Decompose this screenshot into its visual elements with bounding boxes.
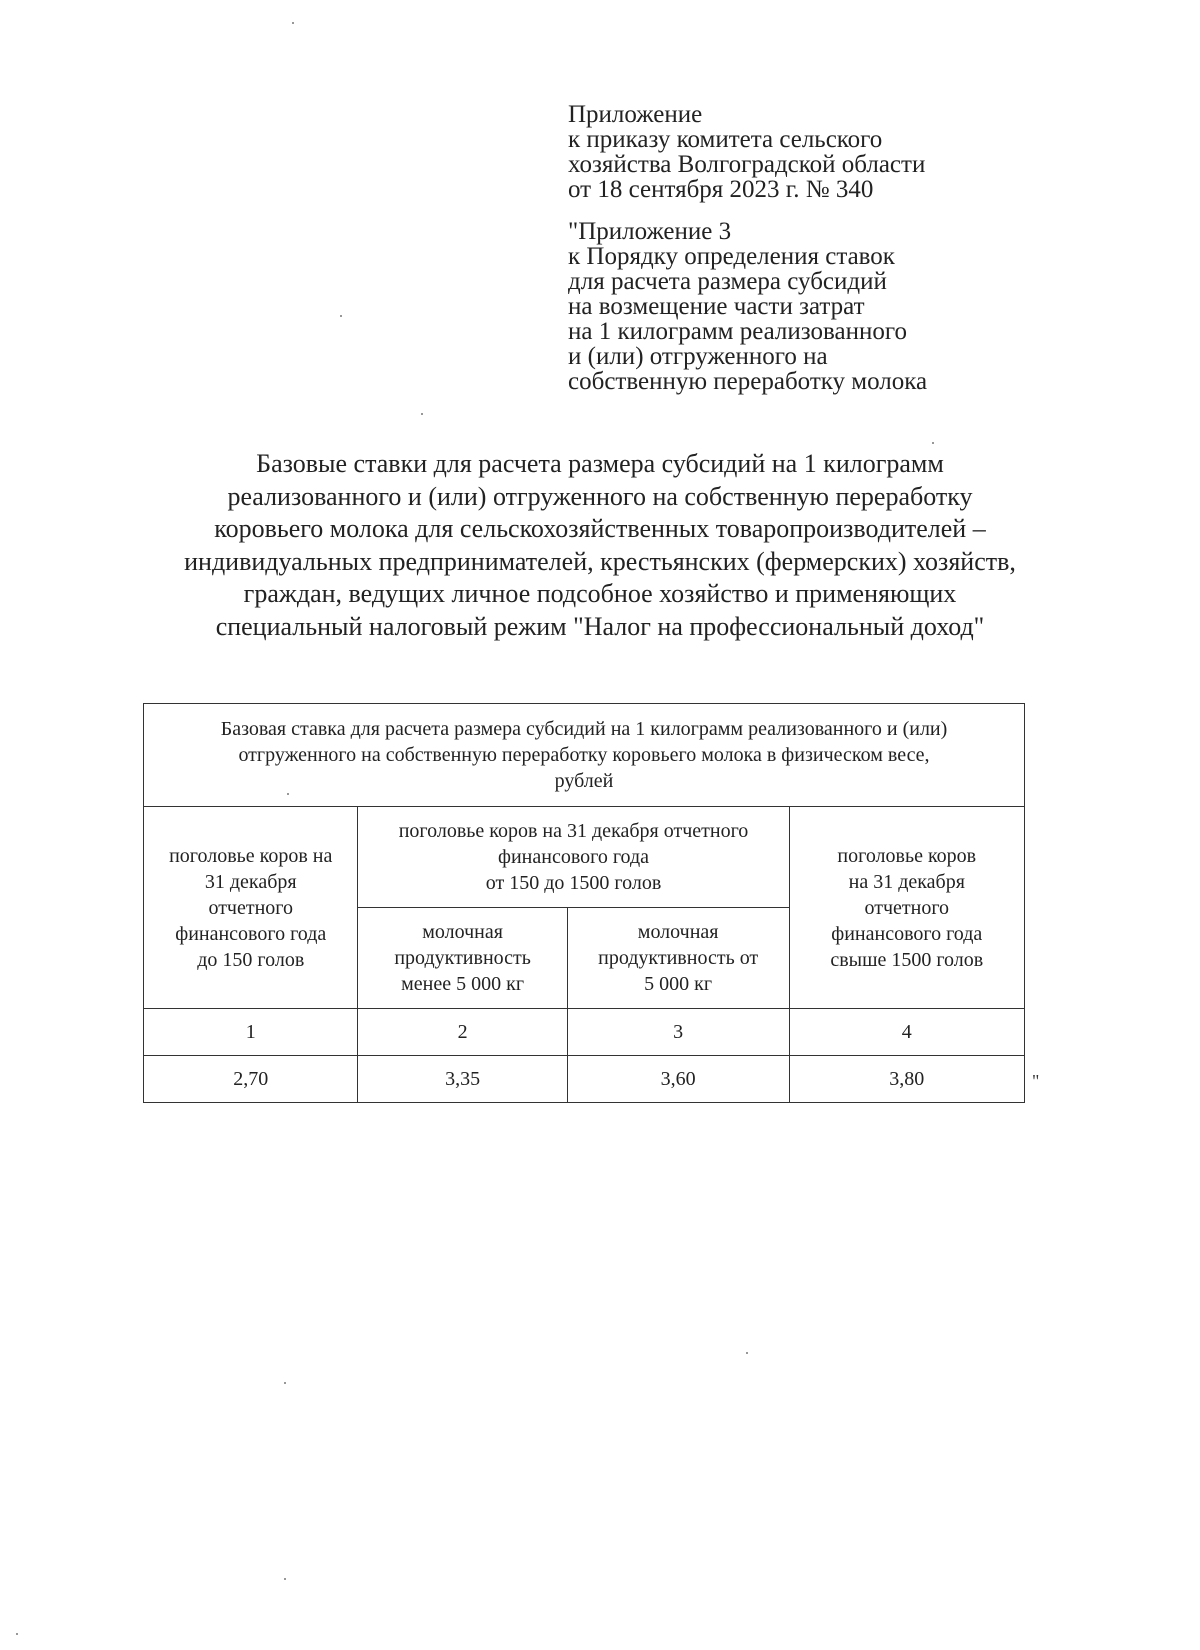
appendix-reference-line: на возмещение части затрат xyxy=(568,293,865,320)
document-title-line: Базовые ставки для расчета размера субсидий на 1 килограмм xyxy=(256,449,944,478)
subheader-line: продуктивность xyxy=(394,947,531,969)
table-caption-line: рублей xyxy=(554,770,614,792)
scan-speck xyxy=(746,1352,748,1354)
scan-speck xyxy=(16,1633,18,1635)
scan-speck xyxy=(292,22,294,24)
rate-value-cell: 3,60 xyxy=(567,1056,789,1103)
column-number-row xyxy=(144,1009,1025,1056)
header-line: финансового года xyxy=(175,922,327,945)
scan-speck xyxy=(284,1578,286,1580)
column-number-cell: 1 xyxy=(144,1009,358,1056)
table-caption-line: Базовая ставка для расчета размера субсидий на 1 килограмм реализованного и (или) xyxy=(220,718,948,740)
subheader-line: продуктивность от xyxy=(598,947,759,969)
scan-speck xyxy=(287,793,289,795)
header-line: отчетного xyxy=(208,896,294,919)
order-reference-line: Приложение xyxy=(568,101,703,128)
appendix-reference-line: и (или) отгруженного на xyxy=(568,343,828,370)
order-reference-line: от 18 сентября 2023 г. № 340 xyxy=(568,176,874,203)
header-line: финансового года xyxy=(498,846,650,868)
subheader-line: молочная xyxy=(637,921,719,943)
header-line: финансового года xyxy=(831,922,983,945)
rate-value-cell: 3,35 xyxy=(358,1056,567,1103)
document-title xyxy=(100,448,1100,643)
header-line: поголовье коров xyxy=(837,844,977,867)
appendix-reference-line: на 1 килограмм реализованного xyxy=(568,318,907,345)
rate-value-cell: 3,80 xyxy=(789,1056,1024,1103)
rate-value-cell: 2,70 xyxy=(144,1056,358,1103)
header-line: свыше 1500 голов xyxy=(830,948,984,971)
column-number-cell: 3 xyxy=(567,1009,789,1056)
header-line: от 150 до 1500 голов xyxy=(485,872,662,894)
subheader-cell-less-5000 xyxy=(358,908,567,1009)
table-header-row xyxy=(144,807,1025,908)
document-title-line: реализованного и (или) отгруженного на собственную переработку xyxy=(227,481,973,511)
header-cell-under-150 xyxy=(144,807,358,1009)
subheader-line: менее 5 000 кг xyxy=(401,973,525,995)
appendix-reference xyxy=(568,219,927,394)
rate-value-row xyxy=(144,1056,1025,1103)
order-reference-line: к приказу комитета сельского xyxy=(568,126,883,153)
appendix-reference-line: для расчета размера субсидий xyxy=(568,268,887,295)
closing-quote: " xyxy=(1032,1071,1040,1091)
header-line: поголовье коров на 31 декабря отчетного xyxy=(398,820,749,842)
document-title-line: коровьего молока для сельскохозяйственных товаропроизводителей – xyxy=(214,514,986,543)
document-title-line: специальный налоговый режим "Налог на профессиональный доход" xyxy=(215,611,985,641)
header-line: на 31 декабря xyxy=(848,870,965,893)
column-number-cell: 2 xyxy=(358,1009,567,1056)
header-cell-150-1500 xyxy=(358,807,789,908)
table-caption-line: отгруженного на собственную переработку коровьего молока в физическом весе, xyxy=(238,744,930,766)
subheader-cell-from-5000 xyxy=(567,908,789,1009)
document-title-line: граждан, ведущих личное подсобное хозяйство и применяющих xyxy=(243,579,957,608)
scan-speck xyxy=(284,1382,286,1384)
appendix-reference-line: к Порядку определения ставок xyxy=(568,243,895,270)
column-number-cell: 4 xyxy=(789,1009,1024,1056)
table-caption xyxy=(144,704,1025,807)
document-title-line: индивидуальных предпринимателей, крестьянских (фермерских) хозяйств, xyxy=(184,546,1016,576)
header-line: 31 декабря xyxy=(204,870,297,893)
order-reference-line: хозяйства Волгоградской области xyxy=(568,151,926,178)
header-cell-over-1500 xyxy=(789,807,1024,1009)
header-line: поголовье коров на xyxy=(169,844,333,867)
header-line: отчетного xyxy=(864,896,950,919)
subheader-line: молочная xyxy=(422,921,503,943)
table-caption-row xyxy=(144,704,1025,807)
scan-speck xyxy=(421,413,423,415)
scan-speck xyxy=(932,442,934,444)
appendix-reference-line: "Приложение 3 xyxy=(568,218,732,245)
rates-table xyxy=(143,703,1025,1103)
appendix-reference-line: собственную переработку молока xyxy=(568,368,928,395)
header-line: до 150 голов xyxy=(197,948,305,971)
subheader-line: 5 000 кг xyxy=(644,973,713,995)
scan-speck xyxy=(340,315,342,317)
order-reference xyxy=(568,102,925,202)
